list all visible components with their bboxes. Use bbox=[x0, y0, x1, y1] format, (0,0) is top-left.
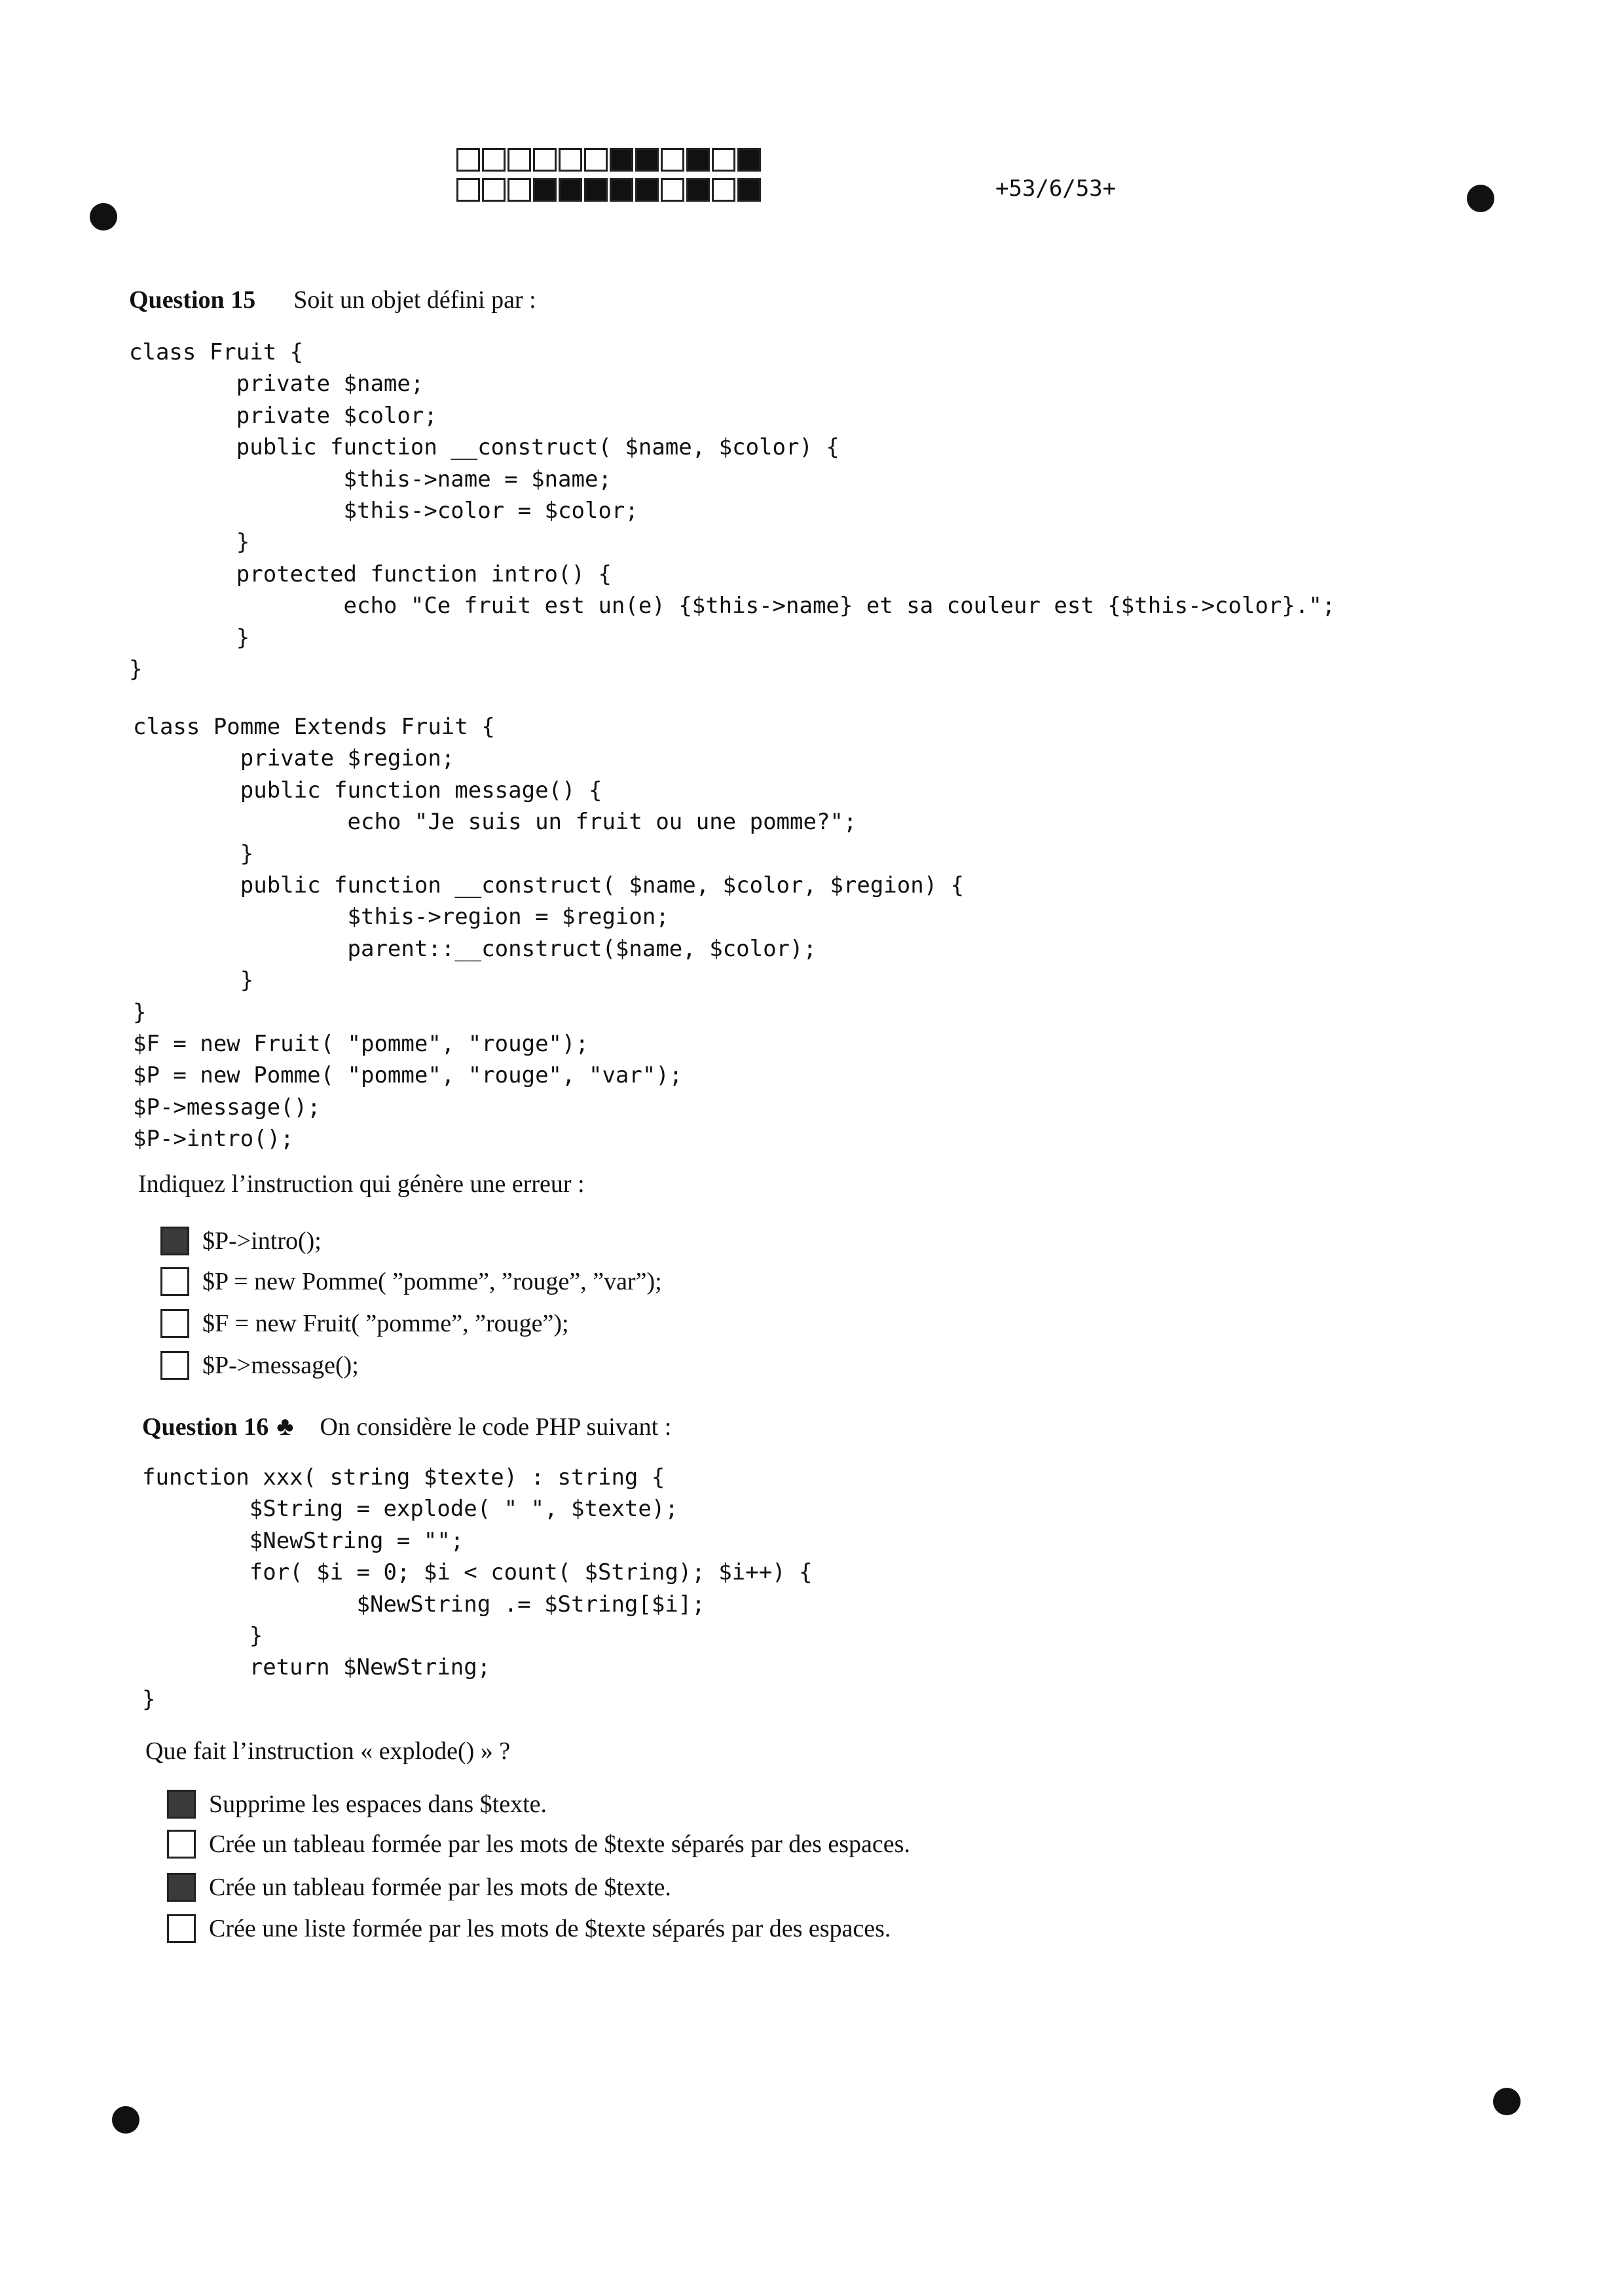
question-16-title: Question 16 bbox=[142, 1413, 269, 1441]
barcode-cell bbox=[559, 178, 582, 202]
answer-checkbox[interactable] bbox=[160, 1227, 189, 1255]
barcode-cell bbox=[635, 178, 659, 202]
answer-label: Crée un tableau formée par les mots de $texte séparés par des espaces. bbox=[209, 1830, 910, 1858]
answer-checkbox[interactable] bbox=[160, 1351, 189, 1380]
barcode-cell bbox=[533, 178, 557, 202]
answer-label: $P->message(); bbox=[202, 1352, 359, 1379]
answer-checkbox[interactable] bbox=[160, 1309, 189, 1338]
barcode-cell bbox=[661, 148, 684, 172]
question-15-header bbox=[129, 286, 536, 314]
answer-checkbox[interactable] bbox=[167, 1914, 196, 1943]
barcode-cell bbox=[482, 148, 506, 172]
answer-checkbox[interactable] bbox=[160, 1267, 189, 1296]
barcode-cell bbox=[712, 178, 735, 202]
registration-mark-bottom-left bbox=[112, 2106, 139, 2134]
q15-answer-4[interactable] bbox=[160, 1351, 359, 1380]
barcode-cell bbox=[661, 178, 684, 202]
answer-checkbox[interactable] bbox=[167, 1790, 196, 1819]
registration-mark-bottom-right bbox=[1493, 2088, 1521, 2115]
barcode-cell bbox=[584, 178, 608, 202]
barcode-cell bbox=[456, 178, 480, 202]
q16-answer-2[interactable] bbox=[167, 1830, 910, 1859]
barcode-cell bbox=[737, 178, 761, 202]
answer-label: Crée un tableau formée par les mots de $texte. bbox=[209, 1874, 671, 1901]
barcode-cell bbox=[559, 148, 582, 172]
answer-label: Supprime les espaces dans $texte. bbox=[209, 1790, 547, 1818]
question-16-code: function xxx( string $texte) : string { $String = explode( " ", $texte); $NewString = ""; for( $i = 0; $i < count( $String); $i++) { $NewString .= $String[$i]; } return $NewString; } bbox=[142, 1464, 813, 1713]
question-16-prompt: Que fait l’instruction « explode() » ? bbox=[145, 1737, 511, 1765]
barcode-row-bottom bbox=[456, 178, 763, 202]
answer-label: $F = new Fruit( ”pomme”, ”rouge”); bbox=[202, 1310, 569, 1337]
barcode-cell bbox=[686, 178, 710, 202]
club-icon: ♣ bbox=[276, 1411, 294, 1441]
question-16-intro: On considère le code PHP suivant : bbox=[320, 1413, 672, 1441]
registration-mark-top-left bbox=[90, 203, 117, 231]
barcode-cell bbox=[533, 148, 557, 172]
question-15-title: Question 15 bbox=[129, 286, 256, 314]
barcode-cell bbox=[737, 148, 761, 172]
answer-label: Crée une liste formée par les mots de $texte séparés par des espaces. bbox=[209, 1915, 891, 1942]
barcode-row-top bbox=[456, 148, 763, 172]
answer-checkbox[interactable] bbox=[167, 1873, 196, 1902]
registration-mark-top-right bbox=[1467, 185, 1494, 212]
barcode-cell bbox=[584, 148, 608, 172]
answer-label: $P->intro(); bbox=[202, 1227, 322, 1255]
question-15-prompt: Indiquez l’instruction qui génère une erreur : bbox=[138, 1170, 585, 1198]
question-15-code-fruit: class Fruit { private $name; private $color; public function __construct( $name, $color) { $this->name = $name; $this->color = $color; } protected function intro() { echo "Ce fruit est un(e) {$this->name} et sa couleur est {$this->color}."; } } bbox=[129, 339, 1336, 683]
barcode-cell bbox=[686, 148, 710, 172]
barcode-cell bbox=[610, 178, 633, 202]
q16-answer-3[interactable] bbox=[167, 1873, 671, 1902]
question-15-code-pomme: class Pomme Extends Fruit { private $region; public function message() { echo "Je suis un fruit ou une pomme?"; } public function __construct( $name, $color, $region) { $this->region = $region; parent::__construct($name, $color); } } $F = new Fruit( "pomme", "rouge"); $P = new Pomme( "pomme", "rouge", "var"); $P->message(); $P->intro(); bbox=[133, 714, 965, 1153]
question-15-intro: Soit un objet défini par : bbox=[293, 286, 536, 314]
q15-answer-2[interactable] bbox=[160, 1267, 662, 1296]
page-id: +53/6/53+ bbox=[995, 176, 1116, 202]
barcode-cell bbox=[712, 148, 735, 172]
barcode-cell bbox=[456, 148, 480, 172]
barcode-cell bbox=[507, 178, 531, 202]
q16-answer-1[interactable] bbox=[167, 1790, 547, 1819]
answer-checkbox[interactable] bbox=[167, 1830, 196, 1859]
q15-answer-3[interactable] bbox=[160, 1309, 569, 1338]
barcode-cell bbox=[507, 148, 531, 172]
q16-answer-4[interactable] bbox=[167, 1914, 891, 1943]
barcode-cell bbox=[635, 148, 659, 172]
q15-answer-1[interactable] bbox=[160, 1227, 322, 1255]
question-16-header bbox=[142, 1411, 671, 1441]
answer-label: $P = new Pomme( ”pomme”, ”rouge”, ”var”); bbox=[202, 1268, 662, 1295]
barcode-cell bbox=[482, 178, 506, 202]
barcode-cell bbox=[610, 148, 633, 172]
